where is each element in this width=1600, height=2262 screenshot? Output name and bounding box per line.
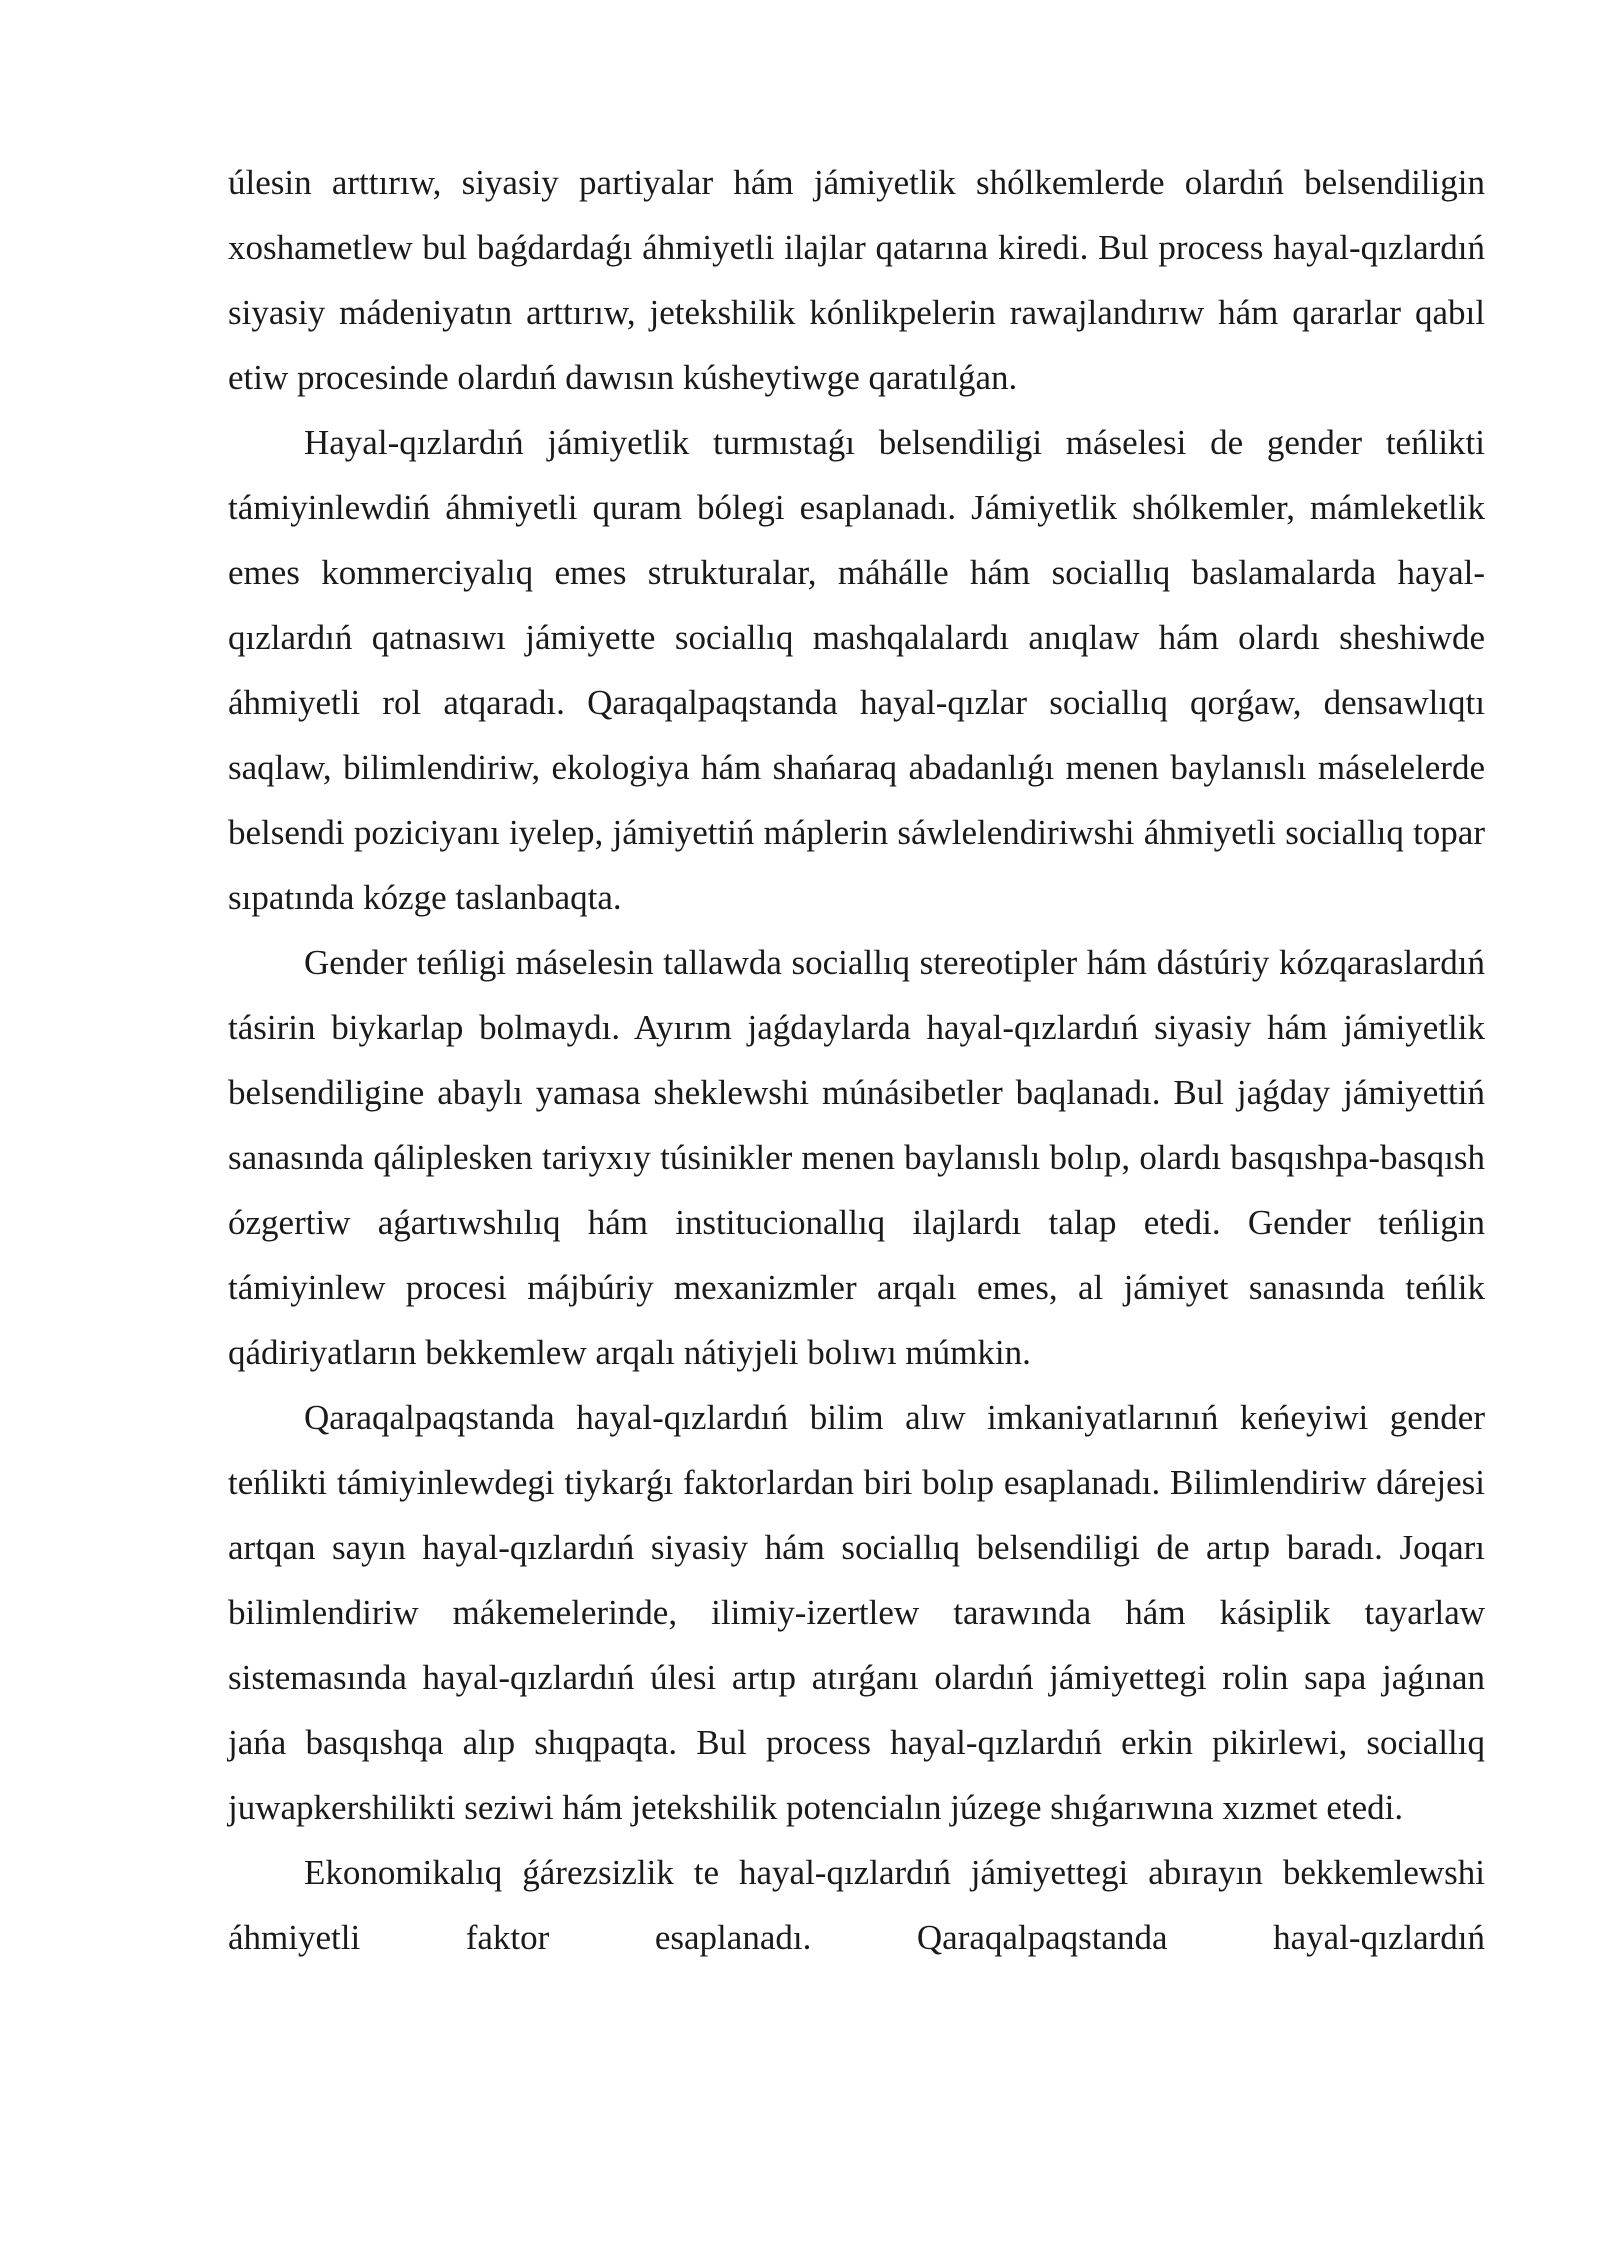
paragraph-gender-stereotypes: Gender teńligi máselesin tallawda sociallıq stereotipler hám dástúriy kózqaraslardıń tásirin biykarlap bolmaydı. Ayırım jaǵdaylarda hayal-qızlardıń siyasiy hám jámiyetlik belsendiligine abaylı yamasa sheklewshi múnásibetler baqlanadı. Bul jaǵday jámiyettiń sanasında qáliplesken tariyxıy túsinikler menen baylanıslı bolıp, olardı basqıshpa-basqısh ózgertiw aǵartıwshılıq hám institucionallıq ilajlardı talap etedi. Gender teńligin támiyinlew procesi májbúriy mexanizmler arqalı emes, al jámiyet sanasında teńlik qádiriyatların bekkemlew arqalı nátiyjeli bolıwı múmkin. <box>228 943 1485 1372</box>
paragraph-social-activity: Hayal-qızlardıń jámiyetlik turmıstaǵı belsendiligi máselesi de gender teńlikti támiyinlewdiń áhmiyetli quram bólegi esaplanadı. Jámiyetlik shólkemler, mámleketlik emes kommerciyalıq emes strukturalar, máhálle hám sociallıq baslamalarda hayal-qızlardıń qatnasıwı jámiyette sociallıq mashqalalardı anıqlaw hám olardı sheshiwde áhmiyetli rol atqaradı. Qaraqalpaqstanda hayal-qızlar sociallıq qorǵaw, densawlıqtı saqlaw, bilimlendiriw, ekologiya hám shańaraq abadanlıǵı menen baylanıslı máselelerde belsendi poziciyanı iyelep, jámiyettiń máplerin sáwlelendiriwshi áhmiyetli sociallıq topar sıpatında kózge taslanbaqta. <box>228 423 1485 917</box>
body-text <box>228 150 1485 1970</box>
paragraph-economic-independence: Ekonomikalıq ǵárezsizlik te hayal-qızlardıń jámiyettegi abırayın bekkemlewshi áhmiyetli faktor esaplanadı. Qaraqalpaqstanda hayal-qızlardıń <box>228 1853 1485 1957</box>
paragraph-education: Qaraqalpaqstanda hayal-qızlardıń bilim alıw imkaniyatlarınıń keńeyiwi gender teńlikti támiyinlewdegi tiykarǵı faktorlardan biri bolıp esaplanadı. Bilimlendiriw dárejesi artqan sayın hayal-qızlardıń siyasiy hám sociallıq belsendiligi de artıp baradı. Joqarı bilimlendiriw mákemelerinde, ilimiy-izertlew tarawında hám kásiplik tayarlaw sistemasında hayal-qızlardıń úlesi artıp atırǵanı olardıń jámiyettegi rolin sapa jaǵınan jańa basqıshqa alıp shıqpaqta. Bul process hayal-qızlardıń erkin pikirlewi, sociallıq juwapkershilikti seziwi hám jetekshilik potencialın júzege shıǵarıwına xızmet etedi. <box>228 1398 1485 1827</box>
paragraph-continuation: úlesin arttırıw, siyasiy partiyalar hám jámiyetlik shólkemlerde olardıń belsendiligin xoshametlew bul baǵdardaǵı áhmiyetli ilajlar qatarına kiredi. Bul process hayal-qızlardıń siyasiy mádeniyatın arttırıw, jetekshilik kónlikpelerin rawajlandırıw hám qararlar qabıl etiw procesinde olardıń dawısın kúsheytiwge qaratılǵan. <box>228 163 1485 397</box>
